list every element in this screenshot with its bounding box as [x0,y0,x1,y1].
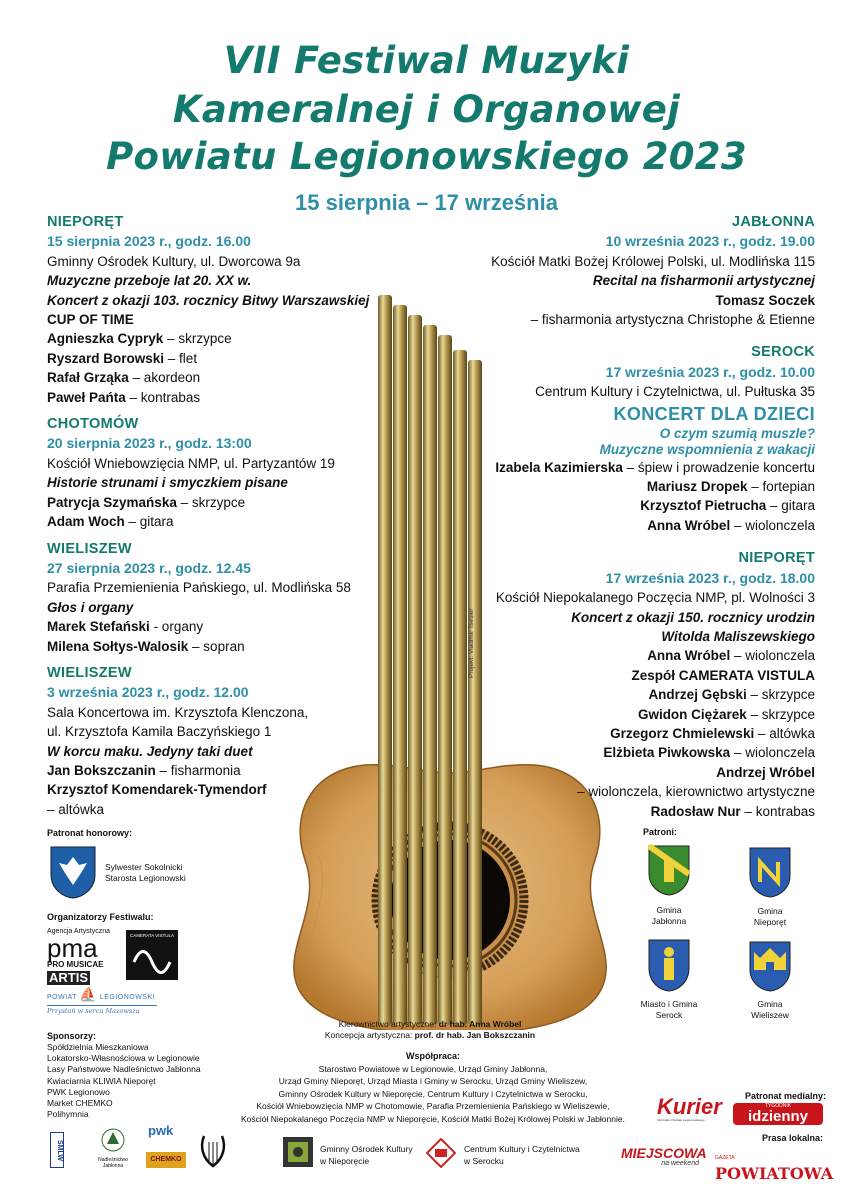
event-subtitle: O czym szumią muszle? [659,425,815,441]
event-date: 20 sierpnia 2023 r., godz. 13:00 [47,435,252,452]
performer: Tomasz Soczek [715,292,815,308]
event-subtitle: Muzyczne wspomnienia z wakacji [599,441,815,457]
event-place: WIELISZEW [47,664,132,681]
event-venue: Kościół Niepokalanego Poczęcia NMP, pl. Wolności 3 [495,590,815,606]
honorary-patron-name: Sylwester Sokolnicki [105,862,183,872]
pma-logo: pma PRO MUSICAE ARTIS [47,933,104,985]
title-line-3: Powiatu Legionowskiego 2023 [106,135,747,178]
event-date: 10 września 2023 r., godz. 19.00 [605,233,815,250]
local-press-label: Prasa lokalna: [762,1133,824,1143]
event-wieliszew-1 [47,540,407,656]
performer: Marek Stefański - organy [47,619,204,635]
event-venue: Kościół Matki Bożej Królowej Polski, ul. Modlińska 115 [491,253,815,269]
nieporet-crest-icon [748,846,792,898]
sponsor: Spółdzielnia Mieszkaniowa [47,1042,149,1052]
event-program: Głos i organy [47,599,134,615]
event-program: Historie strunami i smyczkiem pisane [47,475,288,491]
sponsor: Lokatorsko-Własnościowa w Legionowie [47,1053,200,1064]
event-venue: Centrum Kultury i Czytelnictwa, ul. Pułtuska 35 [535,384,815,400]
gok-name: Gminny Ośrodek Kultury w Nieporęcie [320,1144,413,1166]
chemko-logo: CHEMKO [146,1152,186,1168]
performer: Radosław Nur – kontrabas [650,803,815,819]
event-place: JABŁONNA [732,214,815,230]
camerata-vistula-logo: CAMERATA VISTULA [126,930,178,980]
patron-nieporet: Gmina Nieporęt [753,906,787,927]
festival-dates: 15 sierpnia – 17 września [295,190,558,215]
sponsor: Kwiaciarnia KLIWIA Nieporęt [47,1075,156,1086]
event-chotomow [47,415,407,531]
powiat-logo: POWIAT ⛵ LEGIONOWSKI Przystań w sercu Mazowsza [47,986,156,1015]
event-program: Koncert z okazji 150. rocznicy urodzin [571,609,815,625]
performer: Rafał Grząka – akordeon [47,370,201,386]
performer: Gwidon Ciężarek – skrzypce [637,706,815,722]
performer-role: – fisharmonia artystyczna Christophe & Etienne [530,312,815,328]
patron-serock: Miasto i Gmina Serock [640,999,698,1020]
event-program: Muzyczne przeboje lat 20. XX w. [47,273,252,289]
project-credit: Projekt: Vladimir Tsesler [468,608,475,678]
sponsor: Market CHEMKO [47,1098,113,1109]
ckic-name: Centrum Kultury i Czytelnictwa w Serocku [464,1144,580,1166]
artistic-credits: Kierownictwo artystyczne: dr hab. Anna Wróbel Koncepcja artystyczna: prof. dr hab. Jan Bokszczanin [324,1019,536,1040]
organizers-label: Organizatorzy Festiwalu: [47,912,154,922]
event-date: 3 września 2023 r., godz. 12.00 [47,684,249,701]
performer-role: – altówka [47,801,105,817]
performer: Anna Wróbel – wiolonczela [647,517,815,533]
event-place: NIEPORĘT [738,550,815,567]
sponsor: PWK Legionowo [47,1086,110,1097]
sponsor: Lasy Państwowe Nadleśnictwo Jabłonna [47,1064,201,1075]
event-program: Witolda Maliszewskiego [661,628,815,644]
jablonna-crest-icon [647,844,691,896]
lyre-icon [198,1132,228,1170]
event-date: 17 września 2023 r., godz. 10.00 [605,363,815,380]
gazeta-powiatowa-logo: GAZETA POWIATOWA [715,1155,834,1183]
performer: Jan Bokszczanin – fisharmonia [47,762,241,778]
performer: Milena Sołtys-Walosik – sopran [47,638,245,654]
event-date: 17 września 2023 r., godz. 18.00 [605,569,815,586]
ensemble-name: Zespół CAMERATA VISTULA [631,667,815,683]
event-nieporet-1 [47,213,407,407]
event-highlight: KONCERT DLA DZIECI [613,403,815,424]
miejscowa-logo: MIEJSCOWA na weekend [621,1145,707,1167]
honorary-patronage-label: Patronat honorowy: [47,828,132,838]
wave-icon [126,938,178,978]
performer: Agnieszka Cypryk – skrzypce [47,331,232,347]
smlw-logo: SMLW [50,1132,64,1168]
performer: Andrzej Wróbel [716,764,815,780]
ensemble-name: CUP OF TIME [47,312,134,328]
sponsors-list [47,1042,227,1120]
patron-jablonna: Gmina Jabłonna [651,905,687,926]
event-venue: Kościół Wniebowzięcia NMP, ul. Partyzantów 19 [47,455,335,471]
event-venue: Sala Koncertowa im. Krzysztofa Klenczona, [47,704,309,720]
pwk-logo: pwk [148,1123,174,1138]
event-date: 15 sierpnia 2023 r., godz. 16.00 [47,233,251,250]
title-line-1: VII Festiwal Muzyki [223,39,630,82]
left-column [47,213,407,827]
patrons-label: Patroni: [643,827,678,837]
right-column [375,213,815,829]
event-venue: Gminny Ośrodek Kultury, ul. Dworcowa 9a [47,253,301,269]
performer: Anna Wróbel – wiolonczela [647,648,815,664]
title-line-2: Kameralnej i Organowej [172,88,681,131]
wieliszew-crest-icon [748,940,792,992]
event-program: Koncert z okazji 103. rocznicy Bitwy Warszawskiej [47,292,370,308]
performer: Izabela Kazimierska – śpiew i prowadzenie koncertu [495,459,815,475]
event-place: NIEPORĘT [47,214,124,230]
performer: Patrycja Szymańska – skrzypce [47,494,246,510]
event-nieporet-2 [375,549,815,821]
performer: Mariusz Dropek – fortepian [646,479,815,495]
event-date: 27 sierpnia 2023 r., godz. 12.45 [47,559,251,576]
serock-crest-icon [647,938,691,992]
performer: Ryszard Borowski – flet [47,350,198,366]
idzienny-logo: TYGODNIK idzienny [733,1103,823,1125]
performer-role: – wiolonczela, kierownictwo artystyczne [577,784,815,800]
event-place: CHOTOMÓW [47,416,139,433]
county-crest-icon [49,845,97,899]
event-serock [375,343,815,535]
event-place: WIELISZEW [47,540,132,557]
event-jablonna [375,213,815,329]
cooperation: Współpraca: Starostwo Powiatowe w Legionowie, Urząd Gminy Jabłonna, Urząd Gminy Nieporęt, Urząd Miasta i Gminy w Serocku, Urząd Gminy Wieliszew, Gminny Ośrodek Kultury w Nieporęcie, Centrum Kultury i Czytelnictwa w Serocku, Kościół Wniebowzięcia NMP w Chotomowie, Parafia Przemienienia Pańskiego w Wieliszewie, Kościół Niepokalanego Poczęcia NMP w Nieporęcie, Kościół Matki Bożej Królowej Polski w Jabłonnie. [241,1051,625,1124]
event-venue: ul. Krzysztofa Kamila Baczyńskiego 1 [47,724,272,740]
honorary-patron-title: Starosta Legionowski [105,873,186,883]
event-venue: Parafia Przemienienia Pańskiego, ul. Modlińska 58 [47,580,351,596]
tree-icon [101,1128,125,1152]
performer: Grzegorz Chmielewski – altówka [610,725,815,741]
media-patronage-label: Patronat medialny: [745,1091,827,1101]
patron-wieliszew: Gmina Wieliszew [751,999,789,1020]
performer: Adam Woch – gitara [47,514,174,530]
sponsors-label: Sponsorzy: [47,1031,97,1041]
ckic-logo-icon [426,1138,456,1168]
performer: Andrzej Gębski – skrzypce [648,687,815,703]
performer: Elżbieta Piwkowska – wiolonczela [603,745,815,761]
event-place: SEROCK [751,344,815,361]
kurier-logo: Kurier Informator Powiatu Legionowskiego [657,1094,722,1122]
sponsor: Polihymnia [47,1109,89,1120]
performer: Paweł Pańta – kontrabas [47,389,201,405]
nadlesnictwo-logo: Nadleśnictwo Jabłonna [88,1128,138,1169]
performer: Krzysztof Pietrucha – gitara [640,498,815,514]
event-wieliszew-2 [47,664,407,819]
event-program: Recital na fisharmonii artystycznej [592,273,815,289]
gok-logo-icon [282,1136,314,1168]
event-program: W korcu maku. Jedyny taki duet [47,743,253,759]
agency-label: Agencja Artystyczna [47,928,111,935]
performer: Krzysztof Komendarek-Tymendorf [47,782,267,798]
